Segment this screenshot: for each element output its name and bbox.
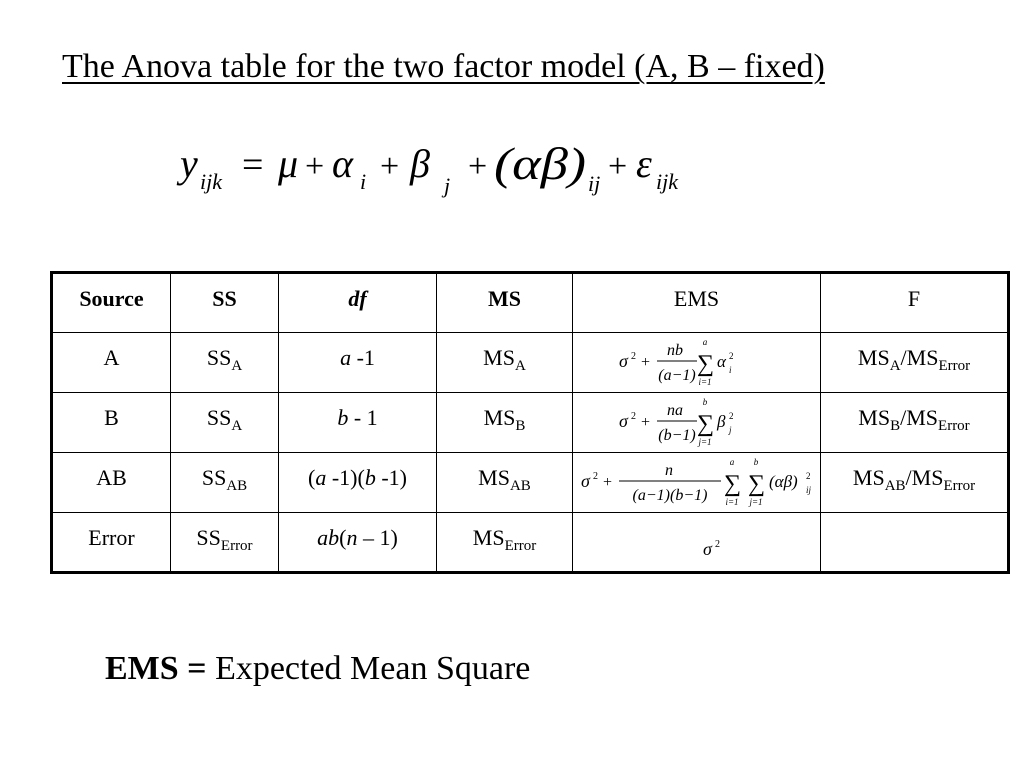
eq-y: y	[180, 141, 198, 186]
footnote	[105, 650, 530, 688]
model-equation-svg	[180, 133, 700, 213]
eq-mu: μ	[278, 141, 299, 186]
row-error-df: ab(n – 1)	[279, 513, 437, 573]
row-error-f	[821, 513, 1009, 573]
svg-text:i: i	[728, 365, 732, 375]
row-ab-ms: $MS_{AB}$	[437, 453, 573, 513]
row-b-ss: $SS_A$	[171, 393, 279, 453]
svg-text:na: na	[666, 402, 683, 419]
row-b-source: B	[52, 393, 171, 453]
svg-text:2: 2	[728, 411, 733, 421]
svg-text:2: 2	[630, 351, 636, 362]
svg-text:2: 2	[592, 471, 598, 482]
eq-interaction-sub: ij	[588, 171, 601, 196]
row-ab-df: (a -1)(b -1)	[279, 453, 437, 513]
table-row-error	[52, 513, 1009, 573]
table-header-row	[52, 273, 1009, 333]
eq-equals: =	[242, 144, 264, 186]
svg-text:2: 2	[714, 539, 720, 550]
svg-text:(b−1): (b−1)	[657, 427, 696, 444]
svg-text:a: a	[729, 457, 734, 467]
svg-text:∑: ∑	[723, 471, 741, 497]
eq-eps-sub: ijk	[656, 169, 678, 194]
svg-text:(a−1): (a−1)	[657, 367, 696, 384]
svg-text:∑: ∑	[747, 471, 765, 497]
ems-a-formula	[617, 337, 777, 389]
eq-alpha: α	[332, 141, 353, 186]
svg-text:n: n	[664, 462, 673, 479]
eq-interaction: (αβ)	[494, 138, 586, 189]
svg-text:i=1: i=1	[724, 497, 739, 507]
svg-text:2: 2	[630, 411, 636, 422]
row-a-f: $MS_A/MS_{Error}$	[821, 333, 1009, 393]
eq-eps: ε	[636, 141, 652, 186]
row-b-ms: $MS_B$	[437, 393, 573, 453]
row-a-df: a -1	[279, 333, 437, 393]
eq-beta: β	[410, 141, 430, 186]
table-row-a	[52, 333, 1009, 393]
header-source: Source	[52, 273, 171, 333]
header-df: df	[279, 273, 437, 333]
svg-text:(αβ): (αβ)	[768, 472, 798, 491]
svg-text:a: a	[702, 337, 707, 347]
svg-text:β: β	[716, 412, 725, 431]
row-b-ems	[573, 393, 821, 453]
eq-plus-1: +	[305, 148, 325, 185]
row-error-ems	[573, 513, 821, 573]
svg-text:σ: σ	[580, 471, 590, 491]
header-f: F	[821, 273, 1009, 333]
table-row-ab	[52, 453, 1009, 513]
slide-title: The Anova table for the two factor model (A, B – fixed)	[62, 48, 825, 85]
svg-text:2: 2	[805, 471, 810, 481]
svg-text:ij: ij	[805, 485, 811, 495]
eq-alpha-sub: i	[360, 169, 367, 194]
row-ab-source: AB	[52, 453, 171, 513]
svg-text:+: +	[640, 414, 650, 431]
model-equation	[180, 133, 700, 213]
row-error-ms: $MS_{Error}$	[437, 513, 573, 573]
svg-text:α: α	[716, 352, 726, 371]
row-error-ss: $SS_{Error}$	[171, 513, 279, 573]
eq-y-sub: ijk	[200, 169, 222, 194]
header-ss: SS	[171, 273, 279, 333]
svg-text:b: b	[753, 457, 758, 467]
anova-table	[50, 271, 1010, 574]
eq-plus-3: +	[468, 148, 488, 185]
header-ems: EMS	[573, 273, 821, 333]
svg-text:+: +	[640, 354, 650, 371]
svg-text:+: +	[602, 474, 612, 491]
table-row-b	[52, 393, 1009, 453]
header-ms: MS	[437, 273, 573, 333]
row-a-ms: $MS_A$	[437, 333, 573, 393]
row-a-ss: $SS_A$	[171, 333, 279, 393]
footnote-label: EMS =	[105, 650, 207, 687]
svg-text:j=1: j=1	[697, 437, 712, 447]
footnote-text: Expected Mean Square	[215, 650, 531, 687]
eq-beta-sub: j	[444, 173, 451, 198]
row-b-df: b - 1	[279, 393, 437, 453]
eq-plus-2: +	[380, 148, 400, 185]
row-b-f: $MS_B/MS_{Error}$	[821, 393, 1009, 453]
ems-b-formula	[617, 397, 777, 449]
row-error-source: Error	[52, 513, 171, 573]
row-ab-ems	[573, 453, 821, 513]
svg-text:2: 2	[728, 351, 733, 361]
row-ab-ss: $SS_{AB}$	[171, 453, 279, 513]
ems-ab-formula	[579, 457, 815, 509]
svg-text:σ: σ	[702, 539, 712, 559]
svg-text:∑: ∑	[696, 351, 714, 377]
svg-text:j=1: j=1	[748, 497, 763, 507]
eq-plus-4: +	[608, 148, 628, 185]
svg-text:b: b	[702, 397, 707, 407]
svg-text:σ: σ	[618, 351, 628, 371]
svg-text:i=1: i=1	[697, 377, 712, 387]
row-a-ems	[573, 333, 821, 393]
svg-text:∑: ∑	[696, 411, 714, 437]
svg-text:(a−1)(b−1): (a−1)(b−1)	[632, 487, 707, 504]
svg-text:j: j	[728, 425, 732, 435]
row-a-source: A	[52, 333, 171, 393]
ems-error-formula	[617, 517, 777, 569]
svg-text:nb: nb	[666, 342, 683, 359]
svg-text:σ: σ	[618, 411, 628, 431]
row-ab-f: $MS_{AB}/MS_{Error}$	[821, 453, 1009, 513]
